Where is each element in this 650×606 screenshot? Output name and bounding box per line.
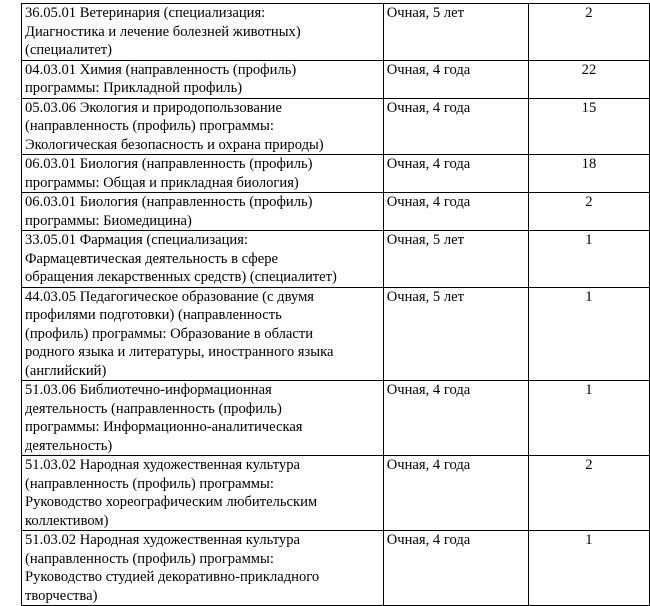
study-form-cell: Очная, 5 лет	[383, 287, 528, 381]
seats-count-cell: 1	[528, 231, 649, 288]
study-form-cell: Очная, 4 года	[383, 456, 528, 531]
table-row	[22, 60, 650, 98]
program-name-cell	[22, 193, 384, 231]
program-name-line: Руководство хореографическим любительским	[25, 494, 318, 510]
seats-count-cell: 22	[528, 60, 649, 98]
program-name-line: (английский)	[25, 362, 107, 379]
seats-count-cell: 2	[528, 193, 649, 231]
program-name-cell	[22, 98, 384, 155]
program-name-line: 05.03.06 Экология и природопользование	[25, 99, 282, 116]
program-name-line: Экологическая безопасность и охрана природы)	[25, 136, 324, 153]
program-name-cell	[22, 155, 384, 193]
program-name-line: 04.03.01 Химия (направленность (профиль)	[25, 61, 297, 78]
study-form-cell: Очная, 4 года	[383, 531, 528, 606]
table-row	[22, 531, 650, 606]
program-name-cell	[22, 287, 384, 381]
program-name-line: (направленность (профиль) программы:	[25, 550, 274, 567]
study-form-cell: Очная, 4 года	[383, 155, 528, 193]
program-name-line: программы: Общая и прикладная биология)	[25, 174, 299, 191]
study-form-cell: Очная, 4 года	[383, 381, 528, 456]
seats-count-cell: 15	[528, 98, 649, 155]
table-row	[22, 287, 650, 381]
seats-count-cell: 2	[528, 456, 649, 531]
program-name-line: (специалитет)	[25, 42, 113, 58]
program-name-line: (профиль) программы: Образование в области	[25, 325, 314, 342]
seats-count-cell: 1	[528, 531, 649, 606]
program-name-line: (направленность (профиль) программы:	[25, 118, 274, 134]
table-row	[22, 231, 650, 288]
seats-count-cell: 1	[528, 381, 649, 456]
study-form-cell: Очная, 5 лет	[383, 231, 528, 288]
programs-table-body	[22, 4, 650, 606]
program-name-cell	[22, 60, 384, 98]
program-name-line: 44.03.05 Педагогическое образование (с двумя	[25, 288, 315, 305]
program-name-line: 06.03.01 Биология (направленность (профиль)	[25, 156, 313, 172]
program-name-cell	[22, 231, 384, 288]
table-row	[22, 98, 650, 155]
programs-table	[21, 3, 650, 606]
seats-count-cell: 18	[528, 155, 649, 193]
program-name-line: профилями подготовки) (направленность	[25, 307, 282, 323]
table-row	[22, 4, 650, 61]
program-name-line: программы: Биомедицина)	[25, 212, 192, 229]
program-name-line: 06.03.01 Биология (направленность (профиль)	[25, 194, 313, 210]
table-row	[22, 381, 650, 456]
table-row	[22, 456, 650, 531]
program-name-line: 51.03.06 Библиотечно-информационная	[25, 382, 272, 398]
program-name-line: Руководство студией декоративно-прикладного	[25, 569, 320, 585]
program-name-cell	[22, 531, 384, 606]
program-name-line: программы: Прикладной профиль)	[25, 80, 243, 96]
study-form-cell: Очная, 4 года	[383, 60, 528, 98]
program-name-line: деятельность)	[25, 437, 113, 454]
table-row	[22, 193, 650, 231]
program-name-cell	[22, 381, 384, 456]
program-name-cell	[22, 4, 384, 61]
program-name-line: Фармацевтическая деятельность в сфере	[25, 250, 279, 267]
program-name-line: 51.03.02 Народная художественная культура	[25, 532, 300, 548]
program-name-line: программы: Информационно-аналитическая	[25, 419, 303, 435]
seats-count-cell: 1	[528, 287, 649, 381]
program-name-line: 36.05.01 Ветеринария (специализация:	[25, 5, 266, 21]
program-name-cell	[22, 456, 384, 531]
program-name-line: (направленность (профиль) программы:	[25, 475, 274, 492]
program-name-line: 51.03.02 Народная художественная культура	[25, 457, 300, 473]
program-name-line: деятельность (направленность (профиль)	[25, 400, 282, 417]
program-name-line: коллективом)	[25, 512, 109, 529]
program-name-line: родного языка и литературы, иностранного языка	[25, 344, 334, 360]
program-name-line: обращения лекарственных средств) (специалитет)	[25, 269, 337, 285]
program-name-line: 33.05.01 Фармация (специализация:	[25, 232, 248, 248]
study-form-cell: Очная, 5 лет	[383, 4, 528, 61]
program-name-line: Диагностика и лечение болезней животных)	[25, 23, 301, 40]
table-row	[22, 155, 650, 193]
seats-count-cell: 2	[528, 4, 649, 61]
study-form-cell: Очная, 4 года	[383, 98, 528, 155]
program-name-line: творчества)	[25, 587, 98, 604]
study-form-cell: Очная, 4 года	[383, 193, 528, 231]
